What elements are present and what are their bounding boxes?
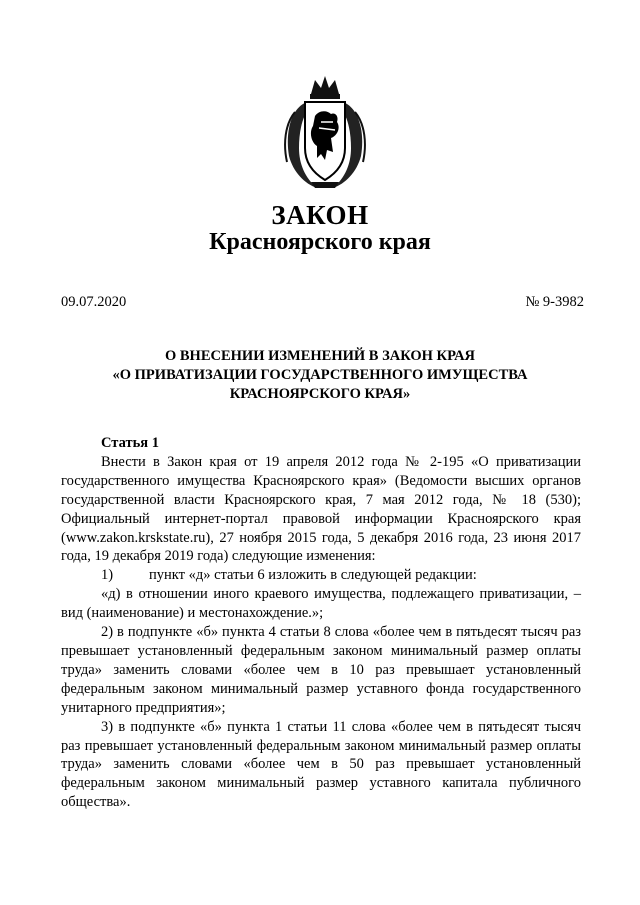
- heading-line: КРАСНОЯРСКОГО КРАЯ»: [229, 386, 411, 402]
- law-number: № 9-3982: [525, 294, 584, 310]
- coat-of-arms-icon: [281, 72, 369, 192]
- heading-line: О ВНЕСЕНИИ ИЗМЕНЕНИЙ В ЗАКОН КРАЯ: [164, 348, 476, 364]
- item-text: пункт «д» статьи 6 изложить в следующей редакции:: [149, 567, 477, 584]
- article-title: Статья 1: [101, 435, 159, 451]
- article-intro: Внести в Закон края от 19 апреля 2012 года № 2-195 «О приватизации государственного имущества Красноярского края» (Ведомости высших органов государственной власти Красноярского края, 7 мая 2012 года, № 18 (530); Официальный интернет-портал правовой информации Красноярского края (www.zakon.krskstate.ru), 27 ноября 2015 года, 5 декабря 2016 года, 23 июня 2017 года, 19 декабря 2019 года) следующие изменения:: [61, 453, 581, 565]
- law-date: 09.07.2020: [61, 294, 127, 310]
- article-item-3: 3) в подпункте «б» пункта 1 статьи 11 слова «более чем в пятьдесят тысяч раз превышает установленный федеральным законом минимальный размер оплаты труда» заменить словами «более чем в 50 раз превышает установленный федеральным законом минимальный размер уставного капитала публичного общества».: [61, 718, 581, 811]
- law-title: ЗАКОН: [271, 200, 369, 230]
- heading-line: «О ПРИВАТИЗАЦИИ ГОСУДАРСТВЕННОГО ИМУЩЕСТВА: [112, 367, 528, 383]
- item-number: 1): [101, 567, 114, 584]
- law-region: Красноярского края: [209, 229, 431, 255]
- article-item-1-quote: «д) в отношении иного краевого имущества, подлежащего приватизации, – вид (наименование) и местонахождение.»;: [61, 586, 581, 622]
- article-item-2: 2) в подпункте «б» пункта 4 статьи 8 слова «более чем в пятьдесят тысяч раз превышает установленный федеральным законом минимальный размер оплаты труда» заменить словами «более чем в 10 раз превышает установленный федеральным законом минимальный размер уставного фонда государственного унитарного предприятия»;: [61, 624, 581, 716]
- law-heading: [60, 347, 580, 404]
- article-item-1: [61, 566, 581, 585]
- law-body: [61, 434, 581, 812]
